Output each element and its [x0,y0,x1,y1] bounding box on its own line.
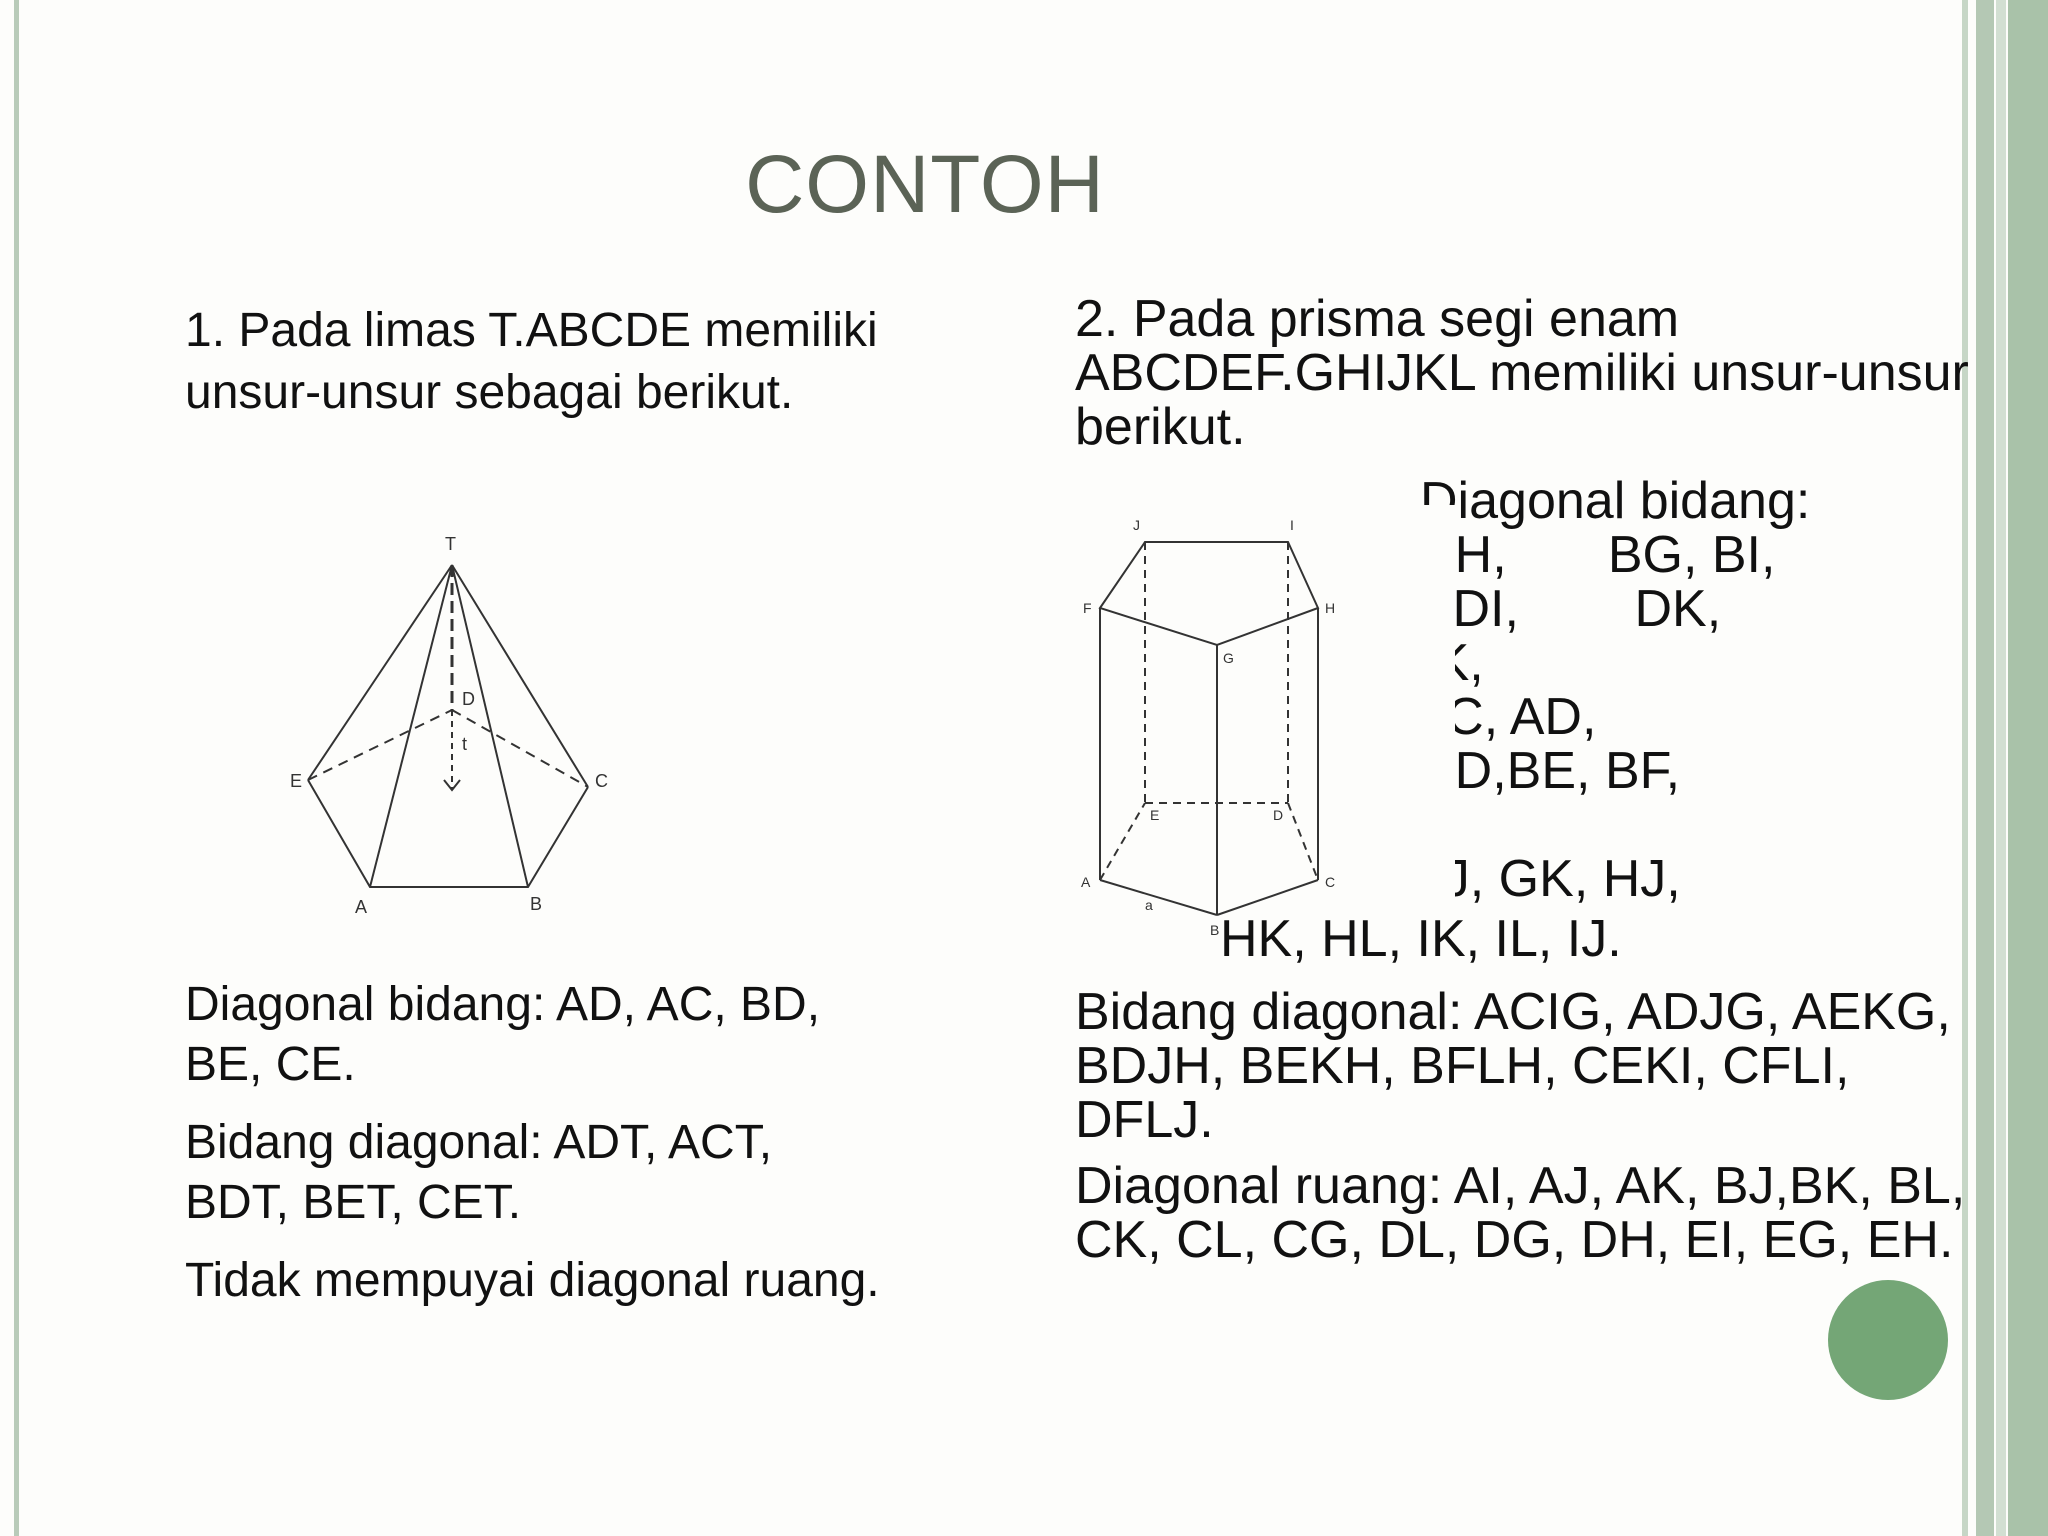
example2-diagonal-ruang: Diagonal ruang: AI, AJ, AK, BJ,BK, BL, CK, CL, CG, DL, DG, DH, EI, EG, EH. [1075,1157,1966,1269]
diag-line: Diagonal bidang: [1420,472,1811,530]
frame-right-stripe [2008,0,2048,1536]
label-b: B [530,894,543,914]
label-d: D [462,689,475,709]
pyramid-figure [280,525,640,925]
prism-label-g: G [1223,650,1234,666]
example1-diagonal-ruang: Tidak mempuyai diagonal ruang. [185,1254,880,1307]
prism-label-e: E [1150,807,1160,823]
example1-elements [185,975,885,1329]
diag-line: L, FK, [1345,634,1484,692]
diag-line: CJ, DI, DK, [1360,580,1722,638]
diag-line: CF, [1345,796,1423,854]
label-a: A [355,897,368,917]
decorative-circle [1828,1280,1948,1400]
frame-right-stripe [1976,0,1994,1536]
diag-line: G, AC, AD, [1345,688,1597,746]
label-small-t: t [462,734,468,754]
prism-label-d: D [1273,807,1284,823]
diag-line: BD,BE, BF, [1420,742,1681,800]
label-e: E [290,771,303,791]
diag-line: I, GJ, GK, HJ, [1360,850,1681,908]
prism-label-f: F [1083,600,1092,616]
example1-diagonal-bidang: Diagonal bidang: AD, AC, BD, BE, CE. [185,978,821,1091]
prism-label-c: C [1325,874,1336,890]
frame-right-stripe [1962,0,1968,1536]
frame-right-stripe [1996,0,2006,1536]
prism-figure [1075,505,1455,945]
example2-diagonal-bidang [1345,472,1940,908]
label-t: T [445,534,456,554]
label-c: C [595,771,608,791]
prism-label-h: H [1325,600,1336,616]
prism-label-j: J [1133,517,1140,533]
diag-line-last: HK, HL, IK, IL, IJ. [1220,910,1622,968]
example1-intro: 1. Pada limas T.ABCDE memiliki unsur-unsur sebagai berikut. [185,304,878,419]
prism-label-b: B [1210,922,1220,938]
example1-bidang-diagonal: Bidang diagonal: ADT, ACT, BDT, BET, CET. [185,1116,773,1229]
example2-bidang-diagonal: Bidang diagonal: ACIG, ADJG, AEKG, BDJH, BEKH, BFLH, CEKI, CFLI, DFLJ. [1075,983,1951,1149]
prism-label-small-a: a [1145,897,1153,913]
example2-intro: 2. Pada prisma segi enam ABCDEF.GHIJKL memiliki unsur-unsur berikut. [1075,290,1969,456]
diag-line: AH, BG, BI, [1420,526,1776,584]
example2-elements [1075,985,1975,1279]
prism-label-a: A [1081,874,1091,890]
slide-title: CONTOH [745,139,1105,230]
prism-label-i: I [1290,517,1294,533]
